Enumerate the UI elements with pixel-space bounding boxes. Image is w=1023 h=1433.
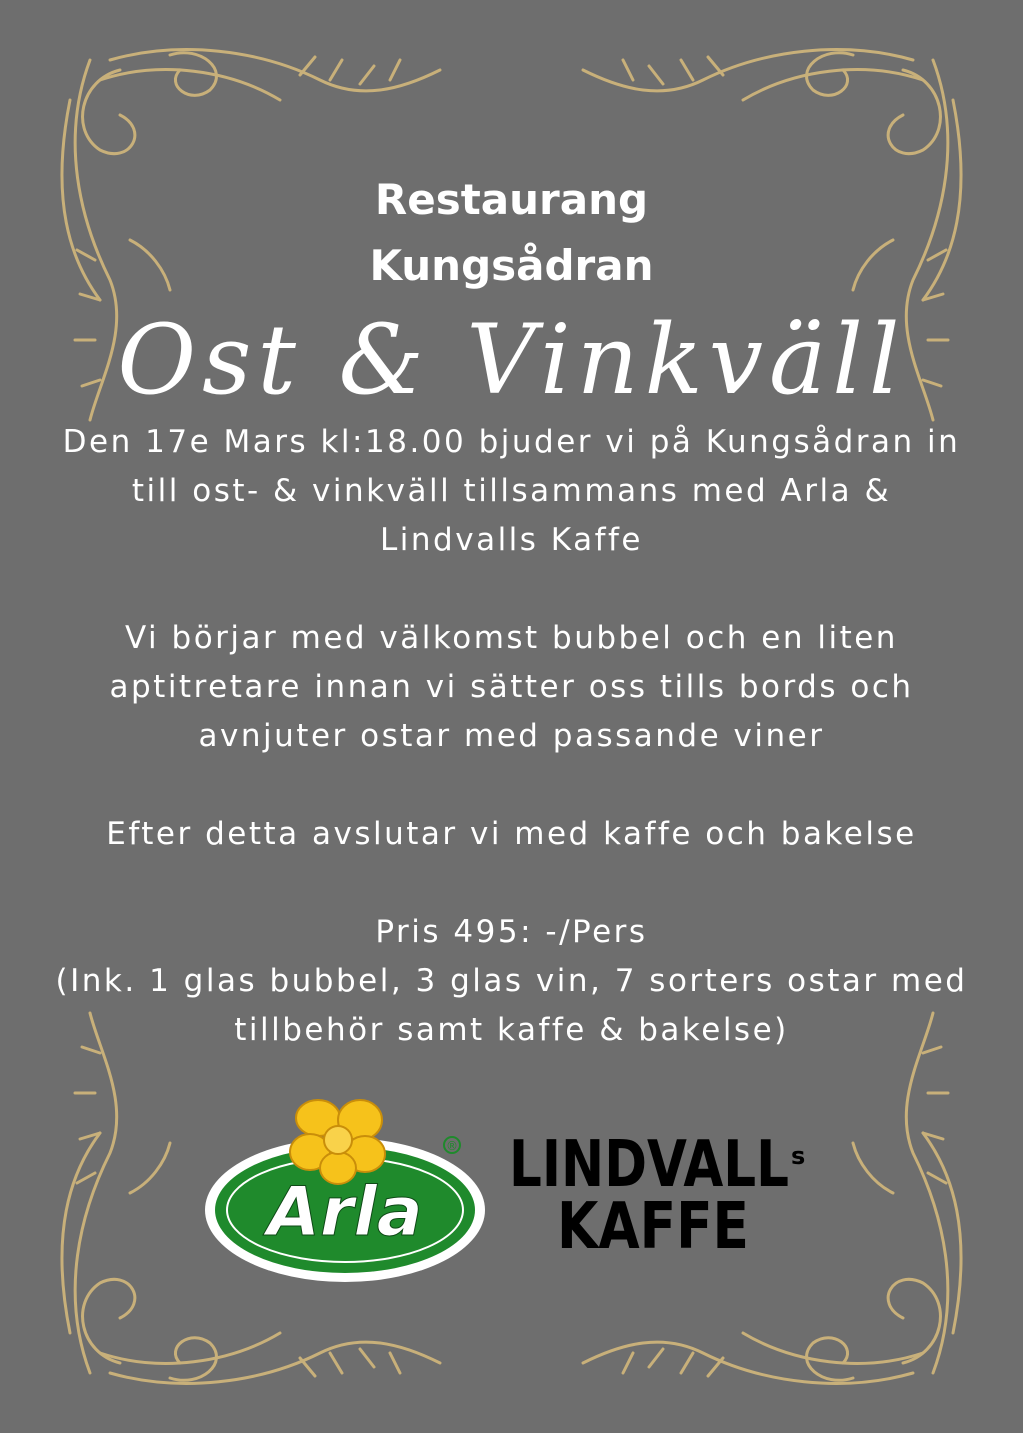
venue-name-line-1: Restaurang xyxy=(374,175,649,224)
arla-wordmark: Arla xyxy=(267,1173,423,1252)
kaffe-wordmark: KAFFE xyxy=(557,1190,749,1258)
ending-text: Efter detta avslutar vi med kaffe och bakelse xyxy=(106,816,917,852)
program-line-3: avnjuter ostar med passande viner xyxy=(198,718,825,754)
lindvalls-suffix: s xyxy=(791,1142,806,1170)
program-line-1: Vi börjar med välkomst bubbel och en liten xyxy=(125,620,898,656)
lindvalls-wordmark: LINDVALL xyxy=(509,1128,789,1202)
registered-mark: ® xyxy=(446,1139,458,1153)
price-line-2: (Ink. 1 glas bubbel, 3 glas vin, 7 sorters ostar med xyxy=(55,963,968,999)
arla-logo xyxy=(200,1090,490,1290)
intro-line-2: till ost- & vinkväll tillsammans med Arla & xyxy=(131,473,892,509)
lindvalls-kaffe-logo xyxy=(505,1128,815,1258)
event-title: Ost & Vinkväll xyxy=(117,304,906,416)
intro-line-1: Den 17e Mars kl:18.00 bjuder vi på Kungsådran in xyxy=(62,424,961,460)
program-line-2: aptitretare innan vi sätter oss tills bords och xyxy=(109,669,914,705)
venue-name-line-2: Kungsådran xyxy=(369,241,654,290)
price-line-1: Pris 495: -/Pers xyxy=(375,914,648,950)
intro-line-3: Lindvalls Kaffe xyxy=(380,522,643,558)
price-line-3: tillbehör samt kaffe & bakelse) xyxy=(234,1012,789,1048)
